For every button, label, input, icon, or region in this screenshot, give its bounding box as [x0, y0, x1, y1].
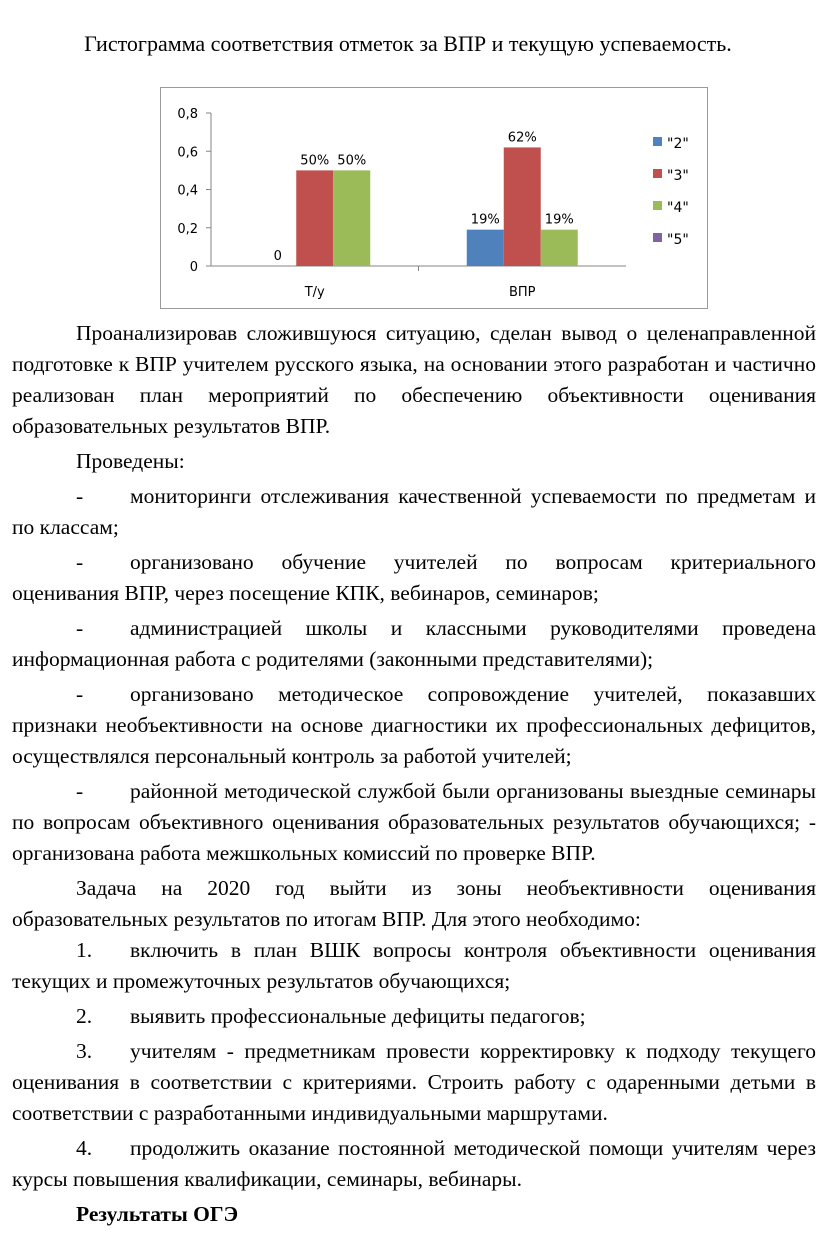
legend-label: "4": [667, 200, 689, 216]
chart-frame: [160, 87, 708, 309]
list-item: [12, 547, 816, 609]
list-item-text: администрацией школы и классными руководителями проведена информационная работа с родителями (законными представителями);: [12, 616, 816, 671]
y-tick-label: 0,2: [177, 221, 198, 237]
y-tick-label: 0,6: [177, 145, 198, 161]
document-body: [12, 318, 816, 1230]
list-item: [12, 613, 816, 675]
chart-title: Гистограмма соответствия отметок за ВПР и текущую успеваемость.: [84, 31, 732, 56]
numbered-item-text: включить в план ВШК вопросы контроля объективности оценивания текущих и промежуточных результатов обучающихся;: [12, 938, 816, 993]
y-tick-label: 0,4: [177, 183, 198, 199]
legend-swatch: [653, 137, 662, 146]
bar: [296, 170, 333, 266]
bar: [333, 170, 370, 266]
list-marker: -: [76, 484, 84, 508]
legend-swatch: [653, 169, 662, 178]
list-item: [12, 776, 816, 869]
list-marker: -: [76, 779, 84, 803]
x-tick-label: ВПР: [508, 285, 536, 300]
paragraph-task: Задача на 2020 год выйти из зоны необъективности оценивания образовательных результатов по итогам ВПР. Для этого необходимо:: [12, 876, 816, 931]
paragraph-analysis: Проанализировав сложившуюся ситуацию, сделан вывод о целенаправленной подготовке к ВПР учителем русского языка, на основании этого разработан и частично реализован план мероприятий по обеспечению объективности оценивания образовательных результатов ВПР.: [12, 321, 816, 438]
y-tick-label: 0: [189, 260, 198, 275]
data-label: 19%: [470, 212, 500, 228]
legend-label: "2": [667, 136, 689, 152]
legend-label: "3": [667, 168, 689, 184]
list-marker: -: [76, 616, 84, 640]
numbered-item-text: учителям - предметникам провести корректировку к подходу текущего оценивания в соответствии с критериями. Строить работу с одаренными детьми в соответствии с разработанными индивидуальными маршрутами.: [12, 1039, 816, 1125]
number-marker: 4.: [76, 1136, 93, 1160]
legend-label: "5": [667, 232, 689, 248]
bar: [467, 230, 504, 266]
x-tick-label: Т/у: [304, 285, 325, 300]
list-marker: -: [76, 550, 84, 574]
number-marker: 3.: [76, 1039, 93, 1063]
legend-swatch: [653, 201, 662, 210]
paragraph-conducted: Проведены:: [76, 449, 185, 473]
numbered-item: [12, 1001, 816, 1032]
list-item: [12, 481, 816, 543]
numbered-item: [12, 1133, 816, 1195]
data-label: 62%: [507, 130, 537, 146]
list-item: [12, 679, 816, 772]
number-marker: 1.: [76, 938, 93, 962]
legend-swatch: [653, 233, 662, 242]
bar: [541, 230, 578, 266]
number-marker: 2.: [76, 1004, 93, 1028]
data-label: 19%: [544, 212, 574, 228]
list-item-text: организовано методическое сопровождение учителей, показавших признаки необъективности на основе диагностики их профессиональных дефицитов, осуществлялся персональный контроль за работой учителей;: [12, 682, 816, 768]
data-label: 50%: [300, 153, 330, 169]
histogram-chart: [161, 88, 707, 308]
data-label: 0: [273, 249, 282, 264]
bar: [504, 147, 541, 266]
data-label: 50%: [337, 153, 367, 169]
list-marker: -: [76, 682, 84, 706]
numbered-item-text: выявить профессиональные дефициты педагогов;: [130, 1004, 586, 1028]
list-item-text: районной методической службой были организованы выездные семинары по вопросам объективного оценивания образовательных результатов обучающихся; - организована работа межшкольных комиссий по проверке ВПР.: [12, 779, 816, 865]
list-item-text: организовано обучение учителей по вопросам критериального оценивания ВПР, через посещение КПК, вебинаров, семинаров;: [12, 550, 816, 605]
section-heading: Результаты ОГЭ: [76, 1202, 239, 1226]
numbered-item-text: продолжить оказание постоянной методической помощи учителям через курсы повышения квалификации, семинары, вебинары.: [12, 1136, 816, 1191]
y-tick-label: 0,8: [177, 107, 198, 122]
numbered-item: [12, 935, 816, 997]
list-item-text: мониторинги отслеживания качественной успеваемости по предметам и по классам;: [12, 484, 816, 539]
numbered-item: [12, 1036, 816, 1129]
